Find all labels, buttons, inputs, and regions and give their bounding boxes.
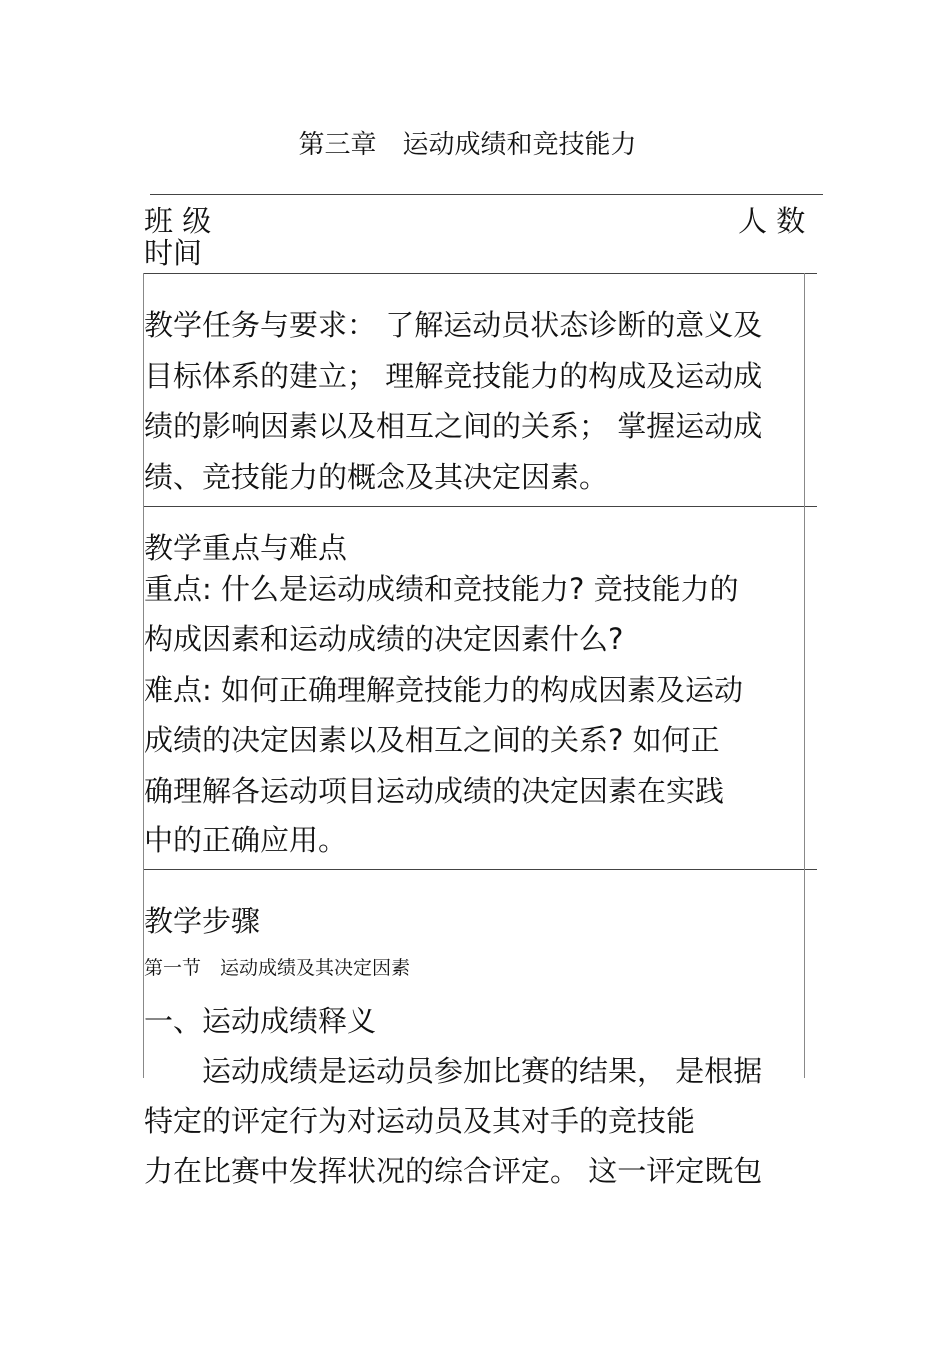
keypoints-divider xyxy=(143,869,817,870)
tasks-line-3: 绩的影响因素以及相互之间的关系； 掌握运动成 xyxy=(144,409,763,443)
tasks-line-2: 目标体系的建立； 理解竞技能力的构成及运动成 xyxy=(144,359,763,393)
header-divider xyxy=(143,273,817,274)
steps-heading: 教学步骤 xyxy=(144,904,261,938)
paragraph-line-2: 特定的评定行为对运动员及其对手的竞技能 xyxy=(144,1104,696,1138)
keypoints-line-1: 重点: 什么是运动成绩和竞技能力? 竞技能力的 xyxy=(144,572,739,606)
time-label: 时间 xyxy=(144,236,203,270)
tasks-line-1: 教学任务与要求： 了解运动员状态诊断的意义及 xyxy=(144,308,763,342)
keypoints-line-3: 难点: 如何正确理解竞技能力的构成因素及运动 xyxy=(144,673,743,707)
table-top-border xyxy=(150,194,823,195)
class-label: 班 级 xyxy=(144,204,212,238)
keypoints-heading: 教学重点与难点 xyxy=(144,531,348,565)
paragraph-line-1: 运动成绩是运动员参加比赛的结果， 是根据 xyxy=(144,1054,763,1088)
section-title: 第一节 运动成绩及其决定因素 xyxy=(144,957,411,979)
subheading: 一、运动成绩释义 xyxy=(144,1004,377,1038)
count-label: 人 数 xyxy=(738,204,806,238)
tasks-divider xyxy=(143,506,817,507)
document-title: 第三章 运动成绩和竞技能力 xyxy=(298,130,637,160)
table-right-border xyxy=(804,273,805,1078)
keypoints-line-6: 中的正确应用。 xyxy=(144,823,348,857)
paragraph-line-3: 力在比赛中发挥状况的综合评定。 这一评定既包 xyxy=(144,1154,763,1188)
keypoints-line-2: 构成因素和运动成绩的决定因素什么? xyxy=(144,622,624,656)
keypoints-line-5: 确理解各运动项目运动成绩的决定因素在实践 xyxy=(144,774,725,808)
keypoints-line-4: 成绩的决定因素以及相互之间的关系? 如何正 xyxy=(144,723,720,757)
tasks-line-4: 绩、竞技能力的概念及其决定因素。 xyxy=(144,460,609,494)
